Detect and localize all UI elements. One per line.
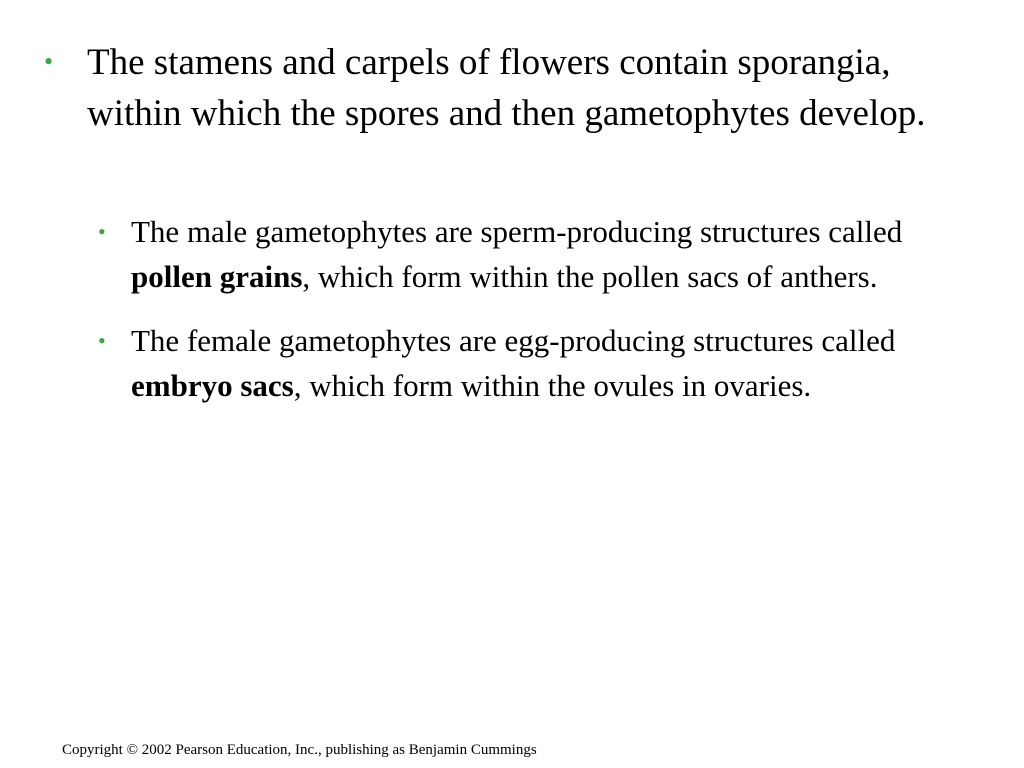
sub-bullet-text-lead: The female gametophytes are egg-producing structures called	[131, 323, 896, 358]
sub-bullet-text-lead: The male gametophytes are sperm-producing structures called	[131, 214, 903, 249]
main-bullet-item	[40, 37, 970, 139]
bullet-icon: •	[44, 47, 54, 76]
sub-bullet-text	[131, 318, 975, 408]
sub-bullet-item-male-gametophytes	[95, 209, 975, 299]
copyright-footer: Copyright © 2002 Pearson Education, Inc., publishing as Benjamin Cummings	[62, 742, 537, 758]
term-pollen-grains: pollen grains	[131, 259, 303, 294]
sub-bullet-text-tail: , which form within the pollen sacs of anthers.	[302, 259, 878, 294]
bullet-icon: •	[98, 328, 106, 353]
sub-bullet-list	[95, 209, 975, 427]
sub-bullet-text-tail: , which form within the ovules in ovaries.	[293, 368, 812, 403]
sub-bullet-item-female-gametophytes	[95, 318, 975, 408]
term-embryo-sacs: embryo sacs	[131, 368, 294, 403]
sub-bullet-text	[131, 209, 975, 299]
bullet-icon: •	[98, 219, 106, 244]
main-bullet-text: The stamens and carpels of flowers contain sporangia, within which the spores and then gametophytes develop.	[87, 42, 926, 134]
